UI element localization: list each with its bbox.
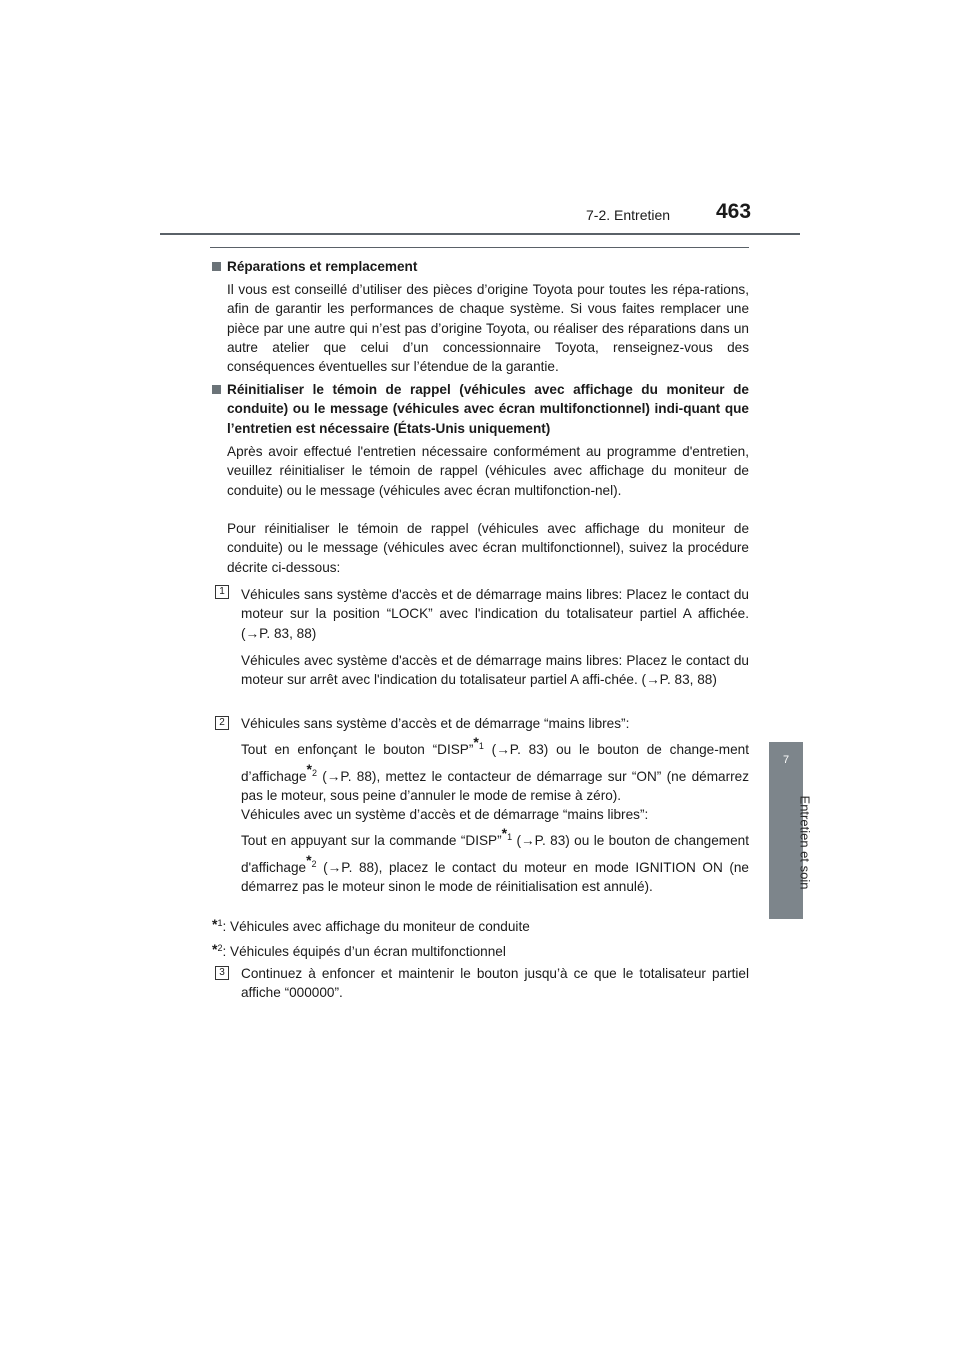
footnote-mark: *	[212, 941, 218, 957]
footnote-ref-mark: *	[306, 760, 312, 777]
footnote-mark: *	[212, 916, 218, 932]
section-body-repairs: Il vous est conseillé d’utiliser des pièces d’origine Toyota pour toutes les répa-rations, afin de garantir les performances de chaque système. Si vous faites remplacer une pièce par une autre qui n’est pas d’origine Toyota, ou réaliser des réparations dans un autre atelier que celui d’un concessionnaire Toyota, renseignez-vous des conséquences éventuelles sur l’étendue de la garantie.	[227, 282, 749, 375]
footnote-ref-num: 2	[311, 858, 317, 869]
step-2-para-2-a: Tout en appuyant sur la commande “DISP”	[241, 833, 502, 849]
footnote-ref-num: 2	[311, 767, 317, 778]
footnote-ref-num: 1	[507, 832, 513, 843]
footnote-num: 1	[217, 918, 223, 928]
step-number-3: 3	[215, 966, 229, 980]
step-2-para-1-a: Tout en enfonçant le bouton “DISP”	[241, 742, 474, 758]
section-body-reset-1: Après avoir effectué l'entretien nécessaire conformément au programme d'entretien, veuillez réinitialiser le témoin de rappel (véhicules avec affichage du moniteur de conduite) ou le message (véhicules avec écran multifonction-nel).	[227, 444, 749, 498]
step-2-para-2-c: (→P. 88), placez le contact du moteur en mode IGNITION ON (ne démarrez pas le moteur sinon le mode de réinitialisation est annulé).	[241, 859, 749, 895]
section-body-reset-2: Pour réinitialiser le témoin de rappel (véhicules avec affichage du moniteur de conduite) ou le message (véhicules avec écran multifonctionnel), suivez la procédure décrite ci-dessous:	[227, 521, 749, 575]
footnote-ref-num: 1	[478, 741, 484, 752]
footnote-2	[212, 939, 506, 961]
step-2-para-1	[241, 733, 749, 805]
step-number-1: 1	[215, 585, 229, 599]
header-rule	[160, 233, 800, 235]
section-bullet-icon	[212, 385, 221, 394]
step-1-text-a: Véhicules sans système d'accès et de démarrage mains libres: Placez le contact du moteur sur la position “LOCK” avec l'indication du totalisateur partiel A affichée. (→P. 83, 88)	[241, 587, 749, 641]
footnote-ref-mark: *	[473, 734, 479, 751]
step-2-text	[241, 714, 749, 896]
section-title: 7-2. Entretien	[586, 207, 671, 223]
section-heading-repairs: Réparations et remplacement	[227, 259, 418, 274]
footnote-text: : Véhicules équipés d’un écran multifonctionnel	[222, 944, 506, 959]
step-2-para-1-b: (→P. 83) ou le bouton de change-ment d’affichage	[241, 742, 749, 784]
step-2-para-2	[241, 824, 749, 896]
section-bullet-icon	[212, 262, 221, 271]
content-rule	[210, 247, 749, 248]
step-3-text: Continuez à enfoncer et maintenir le bouton jusqu’à ce que le totalisateur partiel affiche “000000”.	[241, 966, 749, 1001]
step-2-line-2: Véhicules avec un système d’accès et de démarrage “mains libres”:	[241, 807, 649, 823]
page-number: 463	[716, 200, 752, 223]
chapter-label: Entretien et soin	[797, 795, 813, 890]
footnote-text: : Véhicules avec affichage du moniteur de conduite	[222, 919, 530, 934]
step-2-line-1: Véhicules sans système d’accès et de démarrage “mains libres”:	[241, 716, 630, 731]
step-number-2: 2	[215, 716, 229, 730]
footnote-num: 2	[217, 943, 223, 953]
step-2-para-2-b: (→P. 83) ou le bouton de changement d'affichage	[241, 833, 750, 875]
step-1-text-b: Véhicules avec système d'accès et de démarrage mains libres: Placez le contact du moteur sur arrêt avec l'indication du totalisateur partiel A affi-chée. (→P. 83, 88)	[241, 653, 749, 688]
footnote-1	[212, 914, 530, 936]
footnote-ref-mark: *	[501, 825, 508, 842]
step-2-para-1-c: (→P. 88), mettez le contacteur de démarrage sur “ON” (ne démarrez pas le moteur, sous peine d’annuler le mode de remise à zéro).	[241, 768, 749, 803]
chapter-number: 7	[782, 754, 790, 766]
section-heading-reset: Réinitialiser le témoin de rappel (véhicules avec affichage du moniteur de conduite) ou le message (véhicules avec écran multifonctionnel) indi-quant que l’entretien est nécessaire (États-Unis uniquement)	[227, 382, 749, 436]
footnote-ref-mark: *	[306, 851, 312, 868]
